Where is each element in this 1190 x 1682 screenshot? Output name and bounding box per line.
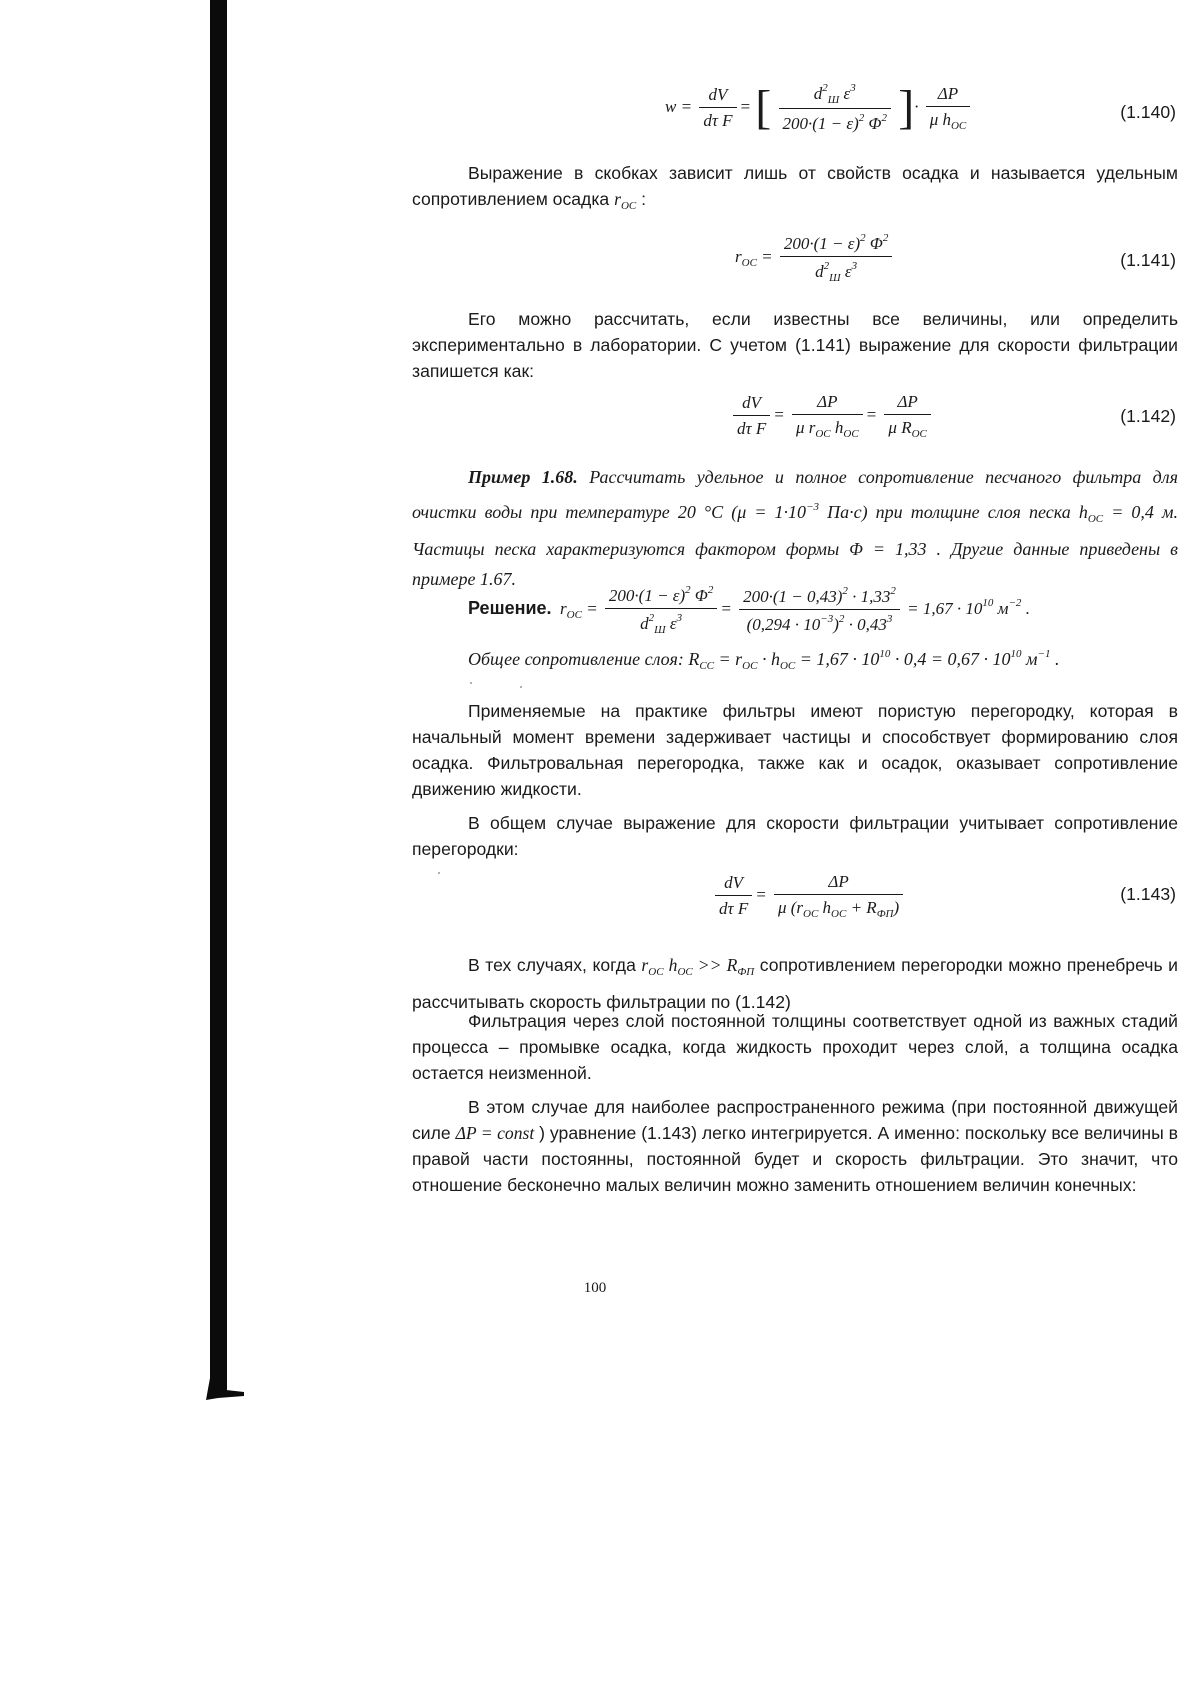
sol-result-end: .	[1021, 598, 1030, 618]
eq142-f3-den: μ R	[888, 418, 912, 437]
total-label: Общее сопротивление слоя:	[468, 649, 684, 669]
eq143-f2-den-sub1: OC	[803, 908, 819, 920]
p5-cond-sub1: OC	[648, 966, 664, 978]
binding-edge-artifact	[204, 1378, 246, 1400]
sol-f2-num-sup: 2	[842, 585, 848, 597]
eq141-num: 200·(1 − ε)	[783, 234, 861, 253]
total-unit: м	[1021, 649, 1038, 669]
eq140-inner-num-rest-sup: 3	[850, 82, 856, 94]
paragraph-general-case	[412, 810, 1178, 862]
sol-f2-num-rest: · 1,33	[847, 587, 891, 606]
p5-text-b: сопротивлением перегородки можно пренебречь и рассчитывать скорость фильтрации по (1.142)	[412, 955, 1178, 1012]
p1-end: :	[636, 189, 646, 209]
eq141-num-rest: Φ	[869, 234, 883, 253]
total-sub1: CC	[699, 660, 714, 672]
p4-text: В общем случае выражение для скорости фильтрации учитывает сопротивление перегородки:	[412, 813, 1178, 859]
eq143-f1-den: dτ F	[719, 899, 749, 918]
eq140-frac2-den: μ h	[929, 110, 951, 129]
total-unit-sup: −1	[1037, 648, 1051, 660]
sol-f2-num: 200·(1 − 0,43)	[743, 587, 843, 606]
eq142-f2-den-rest-sub: OC	[843, 428, 859, 440]
example-1-68	[412, 462, 1178, 594]
eq142-f1-den: dτ F	[737, 419, 767, 438]
p5-text-a: В тех случаях, когда	[468, 955, 636, 975]
eq140-left-bracket: [	[755, 81, 772, 134]
sol-f1-den-rest: ε	[665, 614, 677, 633]
eq140-frac2-num: ΔP	[926, 84, 971, 107]
sol-f1-num-rest-sup: 2	[707, 584, 714, 596]
example-total-resistance	[468, 648, 1188, 672]
eq140-lhs: w =	[665, 96, 693, 116]
total-expr: R	[683, 649, 700, 669]
example-text-part3: = 0,4 м. Частицы песка характеризуются фактором формы Φ = 1,33 . Другие данные приведены в примере 1.67.	[412, 502, 1179, 589]
eq143-frac1	[715, 873, 752, 919]
total-mid3: = 1,67 · 10	[795, 649, 880, 669]
p1-text: Выражение в скобках зависит лишь от свойств осадка и называется удельным сопротивлением осадка	[412, 163, 1178, 209]
paragraph-neglect-partition	[412, 950, 1178, 1017]
eq143-f2-num: ΔP	[774, 872, 903, 895]
p5-cond-sub2: OC	[677, 966, 693, 978]
sol-f2-den-sup: −3	[820, 613, 834, 625]
eq140-inner-den-sup: 2	[858, 112, 865, 124]
sol-result-unit-sup: −2	[1008, 596, 1022, 609]
paragraph-filter-partition	[412, 698, 1178, 802]
eq142-f2-den-rest: h	[834, 418, 844, 437]
scan-speck	[470, 682, 472, 684]
example-text-part1: Рассчитать удельное и полное сопротивление песчаного фильтра для очистки воды при температуре 20 °С (μ = 1·10	[412, 467, 1178, 522]
eq142-frac2	[792, 392, 863, 440]
paragraph-constant-layer	[412, 1008, 1178, 1086]
eq141-den-sup: 2	[823, 260, 830, 272]
p1-symbol-sub: OC	[620, 200, 637, 212]
eq140-inner-num-sup: 2	[822, 82, 828, 94]
paragraph-experimental	[412, 306, 1178, 384]
equation-number-1-143: (1.143)	[1120, 884, 1176, 904]
sol-f2-den-end-sup: 3	[886, 613, 893, 625]
p7-text-a: В этом случае для наиболее распространенного режима (при постоянной движущей силе	[412, 1097, 1178, 1143]
example-text-sub1: OC	[1087, 513, 1104, 525]
eq141-den-rest: ε	[844, 262, 852, 281]
page-number: 100	[583, 1280, 607, 1296]
eq140-frac2	[926, 84, 971, 132]
p3-text: Применяемые на практике фильтры имеют пористую перегородку, которая в начальный момент времени задерживает частицы и способствует формированию слоя осадка. Фильтровальная перегородка, также как и осадок, оказывает сопротивление движению жидкости.	[412, 701, 1178, 799]
paragraph-integration	[412, 1094, 1178, 1198]
sol-f1-num: 200·(1 − ε)	[608, 586, 686, 605]
equation-number-1-141: (1.141)	[1120, 250, 1176, 270]
eq142-frac3	[884, 392, 930, 440]
eq140-frac1-num: dV	[699, 85, 736, 108]
p1-symbol: r	[614, 189, 621, 209]
total-sub3: OC	[779, 660, 796, 672]
equation-1-140: w = $\frac{dV}{\text{dτ F}}$ = [ $\frac{d^2_Ш \varepsilon^3}{200\cdot(1 - \varepsilon)^2 \Phi^2}$ ]· $\frac{\Delta P}{\mu h_{OC}}$ (1.140)	[665, 81, 1176, 134]
eq143-f2-den: μ (r	[777, 898, 804, 917]
eq143-f2-den-mid: h	[822, 898, 832, 917]
eq142-f1-num: dV	[733, 393, 770, 416]
total-sup2: 10	[1010, 648, 1022, 660]
eq140-frac1	[699, 85, 736, 131]
equation-1-141: $r_{OC}$ = $\frac{200\cdot(1 - \varepsilon)^2 \Phi^2}{d^2_Ш \varepsilon^3}$ (1.141)	[735, 232, 1176, 284]
p5-cond-op: >> R	[692, 955, 738, 975]
eq142-f3-num: ΔP	[884, 392, 930, 415]
sol-frac1	[605, 584, 717, 636]
eq141-lhs: r	[735, 246, 742, 266]
total-end: .	[1050, 649, 1060, 669]
eq141-frac	[780, 232, 892, 284]
eq141-num-rest-sup: 2	[882, 232, 889, 244]
example-text-part2: Па·с) при толщине слоя песка h	[819, 502, 1088, 522]
eq143-f1-num: dV	[715, 873, 752, 896]
sol-lhs-sub: OC	[566, 608, 582, 621]
solution-label: Решение.	[468, 597, 552, 618]
p2-text: Его можно рассчитать, если известны все величины, или определить экспериментально в лаборатории. С учетом (1.141) выражение для скорости фильтрации запишется как:	[412, 309, 1178, 381]
total-sup1: 10	[879, 648, 891, 660]
eq142-frac1	[733, 393, 770, 439]
total-mid: = r	[714, 649, 743, 669]
total-mid4: · 0,4 = 0,67 · 10	[890, 649, 1011, 669]
example-heading: Пример 1.68.	[468, 467, 578, 487]
eq140-frac1-den: dτ F	[703, 111, 733, 130]
eq143-frac2	[774, 872, 903, 920]
example-solution: Решение. $r_{OC}$ = $\frac{200\cdot(1 - \varepsilon)^2 \Phi^2}{d^2_Ш \varepsilon^3}$ = $\frac{200\cdot(1 - 0,43)^2 \cdot 1,33^2}{(0,294 \cdot 10^{-3})^2 \cdot 0,43^3}$ = $1,67 \cdot 10^{10}$ $м^{-2}$ .	[468, 584, 1030, 636]
sol-f1-den-sup: 2	[648, 612, 655, 624]
eq143-f2-den-end: + R	[850, 898, 877, 917]
eq142-f2-den: μ r	[795, 418, 816, 437]
sol-f2-den-rest-sup: 2	[838, 613, 845, 625]
sol-result: = 1,67 · 10	[907, 598, 983, 618]
eq140-frac2-den-sub: OC	[950, 120, 967, 132]
total-sub2: OC	[742, 660, 758, 672]
p5-cond: r	[641, 955, 649, 975]
eq141-lhs-sub: OC	[741, 256, 757, 269]
p5-cond-mid: h	[663, 955, 678, 975]
eq140-inner-den-rest: Φ	[868, 114, 882, 133]
eq142-f2-num: ΔP	[792, 392, 863, 415]
eq141-den: d	[815, 262, 824, 281]
eq143-f2-den-sub2: OC	[831, 908, 847, 920]
eq140-right-bracket: ]	[898, 81, 915, 134]
eq143-f2-den-sub3: ФП	[876, 908, 894, 920]
p6-text: Фильтрация через слой постоянной толщины соответствует одной из важных стадий процесса – промывке осадка, когда жидкость проходит через слой, а толщина осадка остается неизменной.	[412, 1011, 1178, 1083]
equation-1-142: $\frac{dV}{\text{dτ F}}$ = $\frac{\Delta P}{\mu r_{OC} h_{OC}}$ = $\frac{\Delta P}{\mu R_{OC}}$ (1.142)	[730, 392, 1190, 454]
equation-number-1-140: (1.140)	[1120, 102, 1176, 122]
p5-cond-sub3: ФП	[737, 966, 755, 978]
p7-text-b: ) уравнение (1.143) легко интегрируется. А именно: поскольку все величины в правой части постоянны, постоянной будет и скорость фильтрации. Это значит, что отношение бесконечно малых величин можно заменить отношением величин конечных:	[412, 1123, 1179, 1195]
eq141-den-sub: Ш	[829, 272, 841, 284]
equation-1-143: $\frac{dV}{\text{dτ F}}$ = $\frac{\Delta P}{\mu (r_{OC} h_{OC} + R_{ФП})}$ (1.143)	[712, 872, 1190, 936]
sol-f1-den: d	[640, 614, 649, 633]
sol-result-unit: м	[993, 598, 1009, 618]
sol-f2-den-end: · 0,43	[844, 615, 887, 634]
sol-f2-den: (0,294 · 10	[746, 615, 821, 634]
sol-f1-num-rest: Φ	[690, 586, 708, 605]
eq140-inner-num: d	[813, 84, 823, 103]
sol-f2-den-rest: )	[833, 615, 839, 634]
eq142-f2-den-sub: OC	[815, 428, 831, 440]
total-mid2: · h	[757, 649, 780, 669]
example-text-sup1: −3	[806, 501, 819, 513]
eq141-num-sup: 2	[860, 232, 866, 244]
sol-f1-den-sub: Ш	[654, 624, 666, 636]
p7-symbol: ΔP = const	[455, 1123, 535, 1143]
eq140-inner-num-rest: ε	[843, 84, 851, 103]
sol-lhs: r	[560, 598, 567, 618]
eq140-inner-frac	[779, 82, 891, 134]
sol-result-sup: 10	[982, 596, 994, 609]
paragraph-specific-resistance	[412, 160, 1178, 219]
eq140-inner-den: 200·(1 − ε)	[782, 114, 859, 133]
sol-frac2	[739, 585, 900, 635]
eq140-inner-den-rest-sup: 2	[881, 112, 887, 124]
binding-edge-shadow	[210, 0, 227, 1395]
eq141-den-rest-sup: 3	[851, 260, 858, 272]
eq143-f2-den-close: )	[893, 898, 900, 917]
scan-speck	[520, 686, 522, 688]
sol-f1-den-rest-sup: 3	[676, 612, 683, 624]
eq140-inner-num-sub: Ш	[827, 94, 840, 106]
eq142-f3-den-sub: OC	[911, 428, 927, 440]
sol-f2-num-rest-sup: 2	[890, 585, 896, 597]
equation-number-1-142: (1.142)	[1120, 406, 1176, 426]
sol-f1-num-sup: 2	[685, 584, 691, 596]
scan-speck	[438, 872, 440, 874]
